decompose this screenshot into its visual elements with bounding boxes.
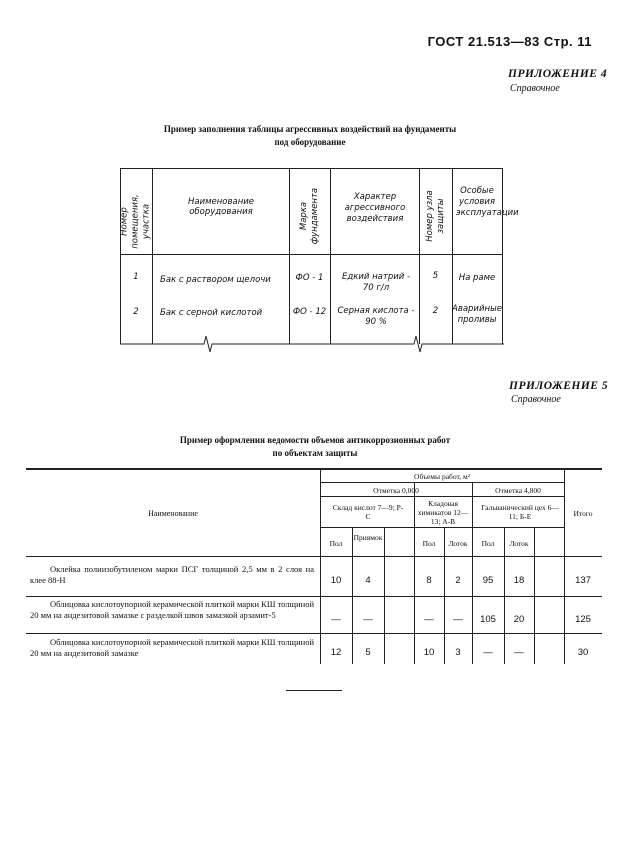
header-mark: Марка фундамента: [299, 187, 320, 245]
header-character: Характер агрессивного воздействия: [344, 192, 406, 224]
row2-cell: —: [453, 614, 463, 625]
row1-mark: ФО - 1: [295, 273, 324, 283]
closing-rule: [286, 690, 342, 691]
row2-conditions: Аварийные проливы: [452, 304, 502, 325]
row2-name: Бак с серной кислотой: [160, 308, 263, 318]
header-tray: Лоток: [509, 539, 529, 548]
row3-cell: 12: [330, 647, 342, 658]
row3-cell: —: [514, 647, 524, 658]
document-reference: ГОСТ 21.513—83 Стр. 11: [427, 34, 592, 49]
header-floor: Пол: [329, 539, 343, 548]
header-group-2: Кладовая химикатов 12—13; А-В: [417, 499, 469, 526]
row1-conditions: На раме: [458, 273, 496, 283]
row2-cell: 20: [513, 614, 525, 625]
header-volumes: Объемы работ, м²: [414, 472, 470, 481]
row1-cell: 4: [365, 575, 371, 586]
header-tray: Лоток: [448, 539, 468, 548]
caption-line: Пример заполнения таблицы агрессивных воздействий на фундаменты: [163, 124, 457, 134]
header-room: Номер помещения, участка: [119, 194, 152, 249]
row3-cell: 5: [365, 647, 371, 658]
row2-total: 125: [575, 614, 591, 625]
appendix-5-subtitle: Справочное: [511, 394, 561, 405]
caption-line: по объектам защиты: [272, 448, 358, 458]
header-conditions: Особые условия эксплуатации: [456, 186, 519, 218]
row2-character: Серная кислота - 90 %: [337, 306, 415, 327]
row1-node: 5: [432, 271, 439, 281]
appendix-4-caption: [120, 123, 500, 149]
row3-name: Облицовка кислотоупорной керамической плиткой марки КШ толщиной 20 мм на андезитовой замазке: [30, 637, 314, 658]
row1-room: 1: [133, 272, 139, 282]
row3-total: 30: [577, 647, 589, 658]
header-name: Наименование: [148, 509, 198, 518]
header-floor: Пол: [422, 539, 436, 548]
caption-line: Пример оформления ведомости объемов антикоррозионных работ: [179, 435, 451, 445]
row1-name: Бак с раствором щелочи: [160, 275, 271, 285]
row1-cell: 10: [330, 575, 342, 586]
row3-cell: 10: [423, 647, 435, 658]
caption-line: под оборудование: [274, 137, 346, 147]
row2-name: Облицовка кислотоупорной керамической плиткой марки КШ толщиной 20 мм на андезитовой замазке с разделкой швов замазкой арзамит-5: [30, 599, 314, 620]
appendix-5-caption: [120, 434, 510, 460]
appendix-5-title: ПРИЛОЖЕНИЕ 5: [509, 380, 609, 392]
row1-character: Едкий натрий - 70 г/л: [341, 272, 411, 293]
row2-room: 2: [133, 307, 139, 317]
row2-cell: —: [331, 614, 341, 625]
header-group-1: Склад кислот 7—9; Р-С: [332, 503, 404, 521]
row2-node: 2: [432, 306, 439, 316]
header-total: Итого: [573, 509, 593, 518]
header-pit: Приямок: [353, 533, 383, 542]
row1-total: 137: [575, 575, 591, 586]
row2-mark: ФО - 12: [292, 307, 327, 317]
row1-cell: 95: [482, 575, 494, 586]
header-node: Номер узла защиты: [425, 190, 446, 242]
header-mark-2: Отметка 4,800: [495, 486, 541, 495]
row2-cell: 105: [480, 614, 496, 625]
appendix-4-title: ПРИЛОЖЕНИЕ 4: [508, 68, 608, 80]
row3-cell: —: [483, 647, 493, 658]
header-mark-1: Отметка 0,000: [373, 486, 419, 495]
row1-cell: 8: [426, 575, 432, 586]
row1-name: Оклейка полиизобутиленом марки ПСГ толщиной 2,5 мм в 2 слоя на клее 88-Н: [30, 564, 314, 585]
header-floor: Пол: [481, 539, 495, 548]
header-name: Наименование оборудования: [187, 197, 255, 217]
row2-cell: —: [363, 614, 373, 625]
row3-cell: 3: [455, 647, 461, 658]
row1-cell: 2: [455, 575, 461, 586]
row2-cell: —: [424, 614, 434, 625]
row1-cell: 18: [513, 575, 525, 586]
break-line: [118, 334, 506, 354]
header-group-3: Гальванический цех 6—11; Б-Е: [481, 503, 559, 521]
appendix-4-subtitle: Справочное: [510, 83, 560, 94]
